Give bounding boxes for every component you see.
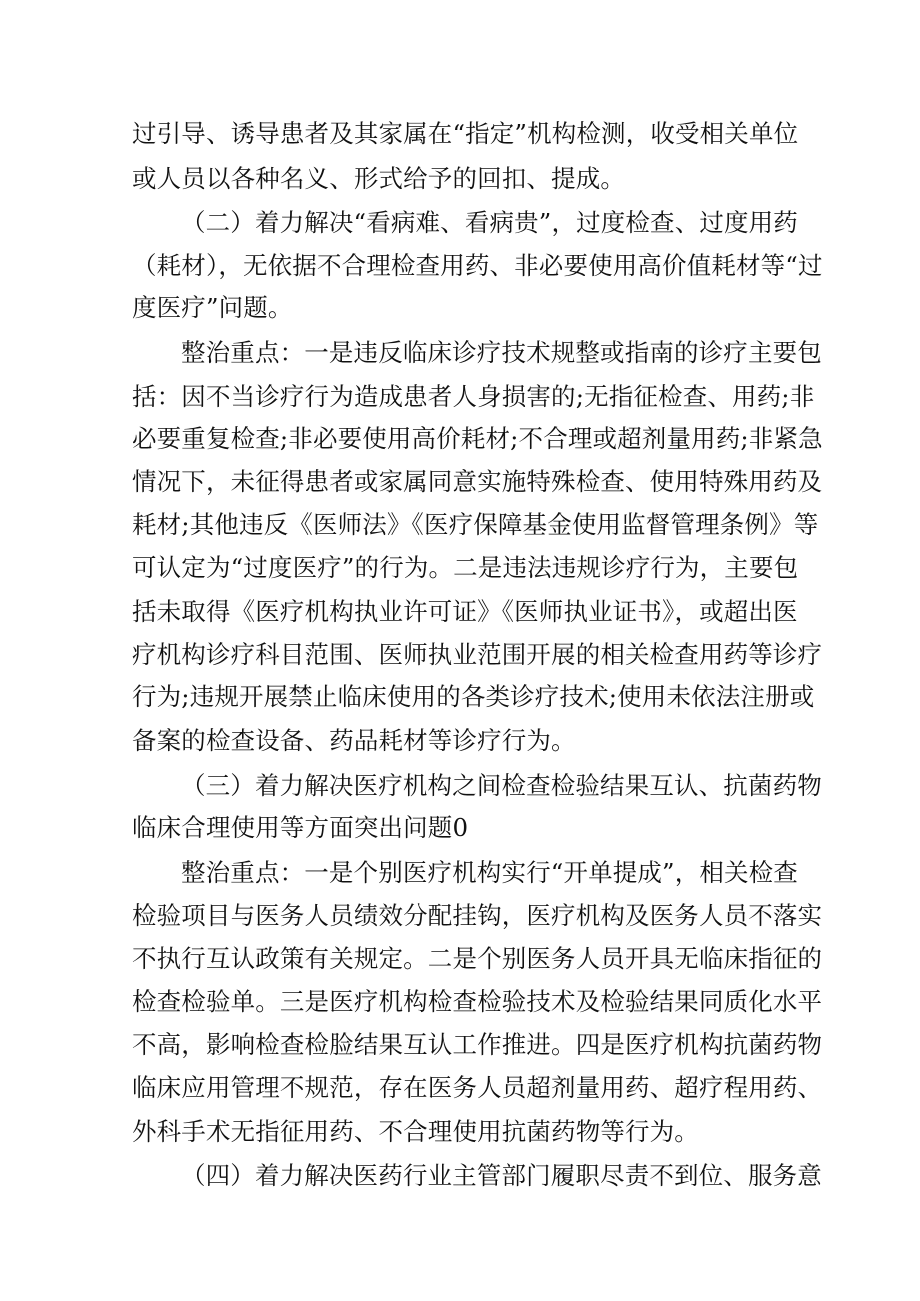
text-line: 可认定为“过度医疗”的行为。二是违法违规诊疗行为，主要包 [132, 553, 799, 582]
section-heading-3: （三）着力解决医疗机构之间检查检验结果互认、抗菌药物 [181, 771, 822, 800]
text-line: 备案的检查设备、药品耗材等诊疗行为。 [132, 726, 576, 755]
text-line: 度医疗”问题。 [132, 293, 293, 322]
text-line: 疗机构诊疗科目范围、医师执业范围开展的相关检查用药等诊疗 [132, 640, 823, 669]
text-line: 情况下，未征得患者或家属同意实施特殊检查、使用特殊用药及 [132, 467, 823, 496]
text-line: 括：因不当诊疗行为造成患者人身损害的;无指征检查、用药;非 [132, 382, 815, 411]
text-line: 不高，影响检查检脸结果互认工作推进。四是医疗机构抗菌药物 [132, 1030, 823, 1059]
paragraph-start: 整治重点：一是个别医疗机构实行“开单提成”，相关检查 [181, 858, 798, 887]
text-line: 不执行互认政策有关规定。二是个别医务人员开具无临床指征的 [132, 944, 823, 973]
text-line: （耗材），无依据不合理检查用药、非必要使用高价值耗材等“过 [132, 251, 823, 280]
text-line: 行为;违规开展禁止临床使用的各类诊疗技术;使用未依法注册或 [132, 682, 815, 711]
section-heading-4: （四）着力解决医药行业主管部门履职尽责不到位、服务意 [181, 1161, 822, 1190]
section-heading-2: （二）着力解决“看病难、看病贵”，过度检查、过度用药 [181, 208, 798, 237]
text-line: 括未取得《医疗机构执业许可证》《医师执业证书》，或超出医 [132, 597, 798, 626]
text-line: 外科手术无指征用药、不合理使用抗菌药物等行为。 [132, 1117, 699, 1146]
text-line: 必要重复检查;非必要使用高价耗材;不合理或超剂量用药;非紧急 [132, 424, 823, 453]
paragraph-start: 整治重点：一是违反临床诊疗技术规整或指南的诊疗主要包 [181, 338, 822, 367]
text-line: 过引导、诱导患者及其家属在“指定”机构检测，收受相关单位 [132, 119, 799, 148]
text-line: 检查检验单。三是医疗机构检查检验技术及检验结果同质化水平 [132, 987, 823, 1016]
text-line: 或人员以各种名义、形式给予的回扣、提成。 [132, 164, 625, 193]
text-line: 耗材;其他违反《医师法》《医疗保障基金使用监督管理条例》等 [132, 510, 819, 539]
text-line: 临床应用管理不规范，存在医务人员超剂量用药、超疗程用药、 [132, 1073, 823, 1102]
text-line: 检验项目与医务人员绩效分配挂钩，医疗机构及医务人员不落实 [132, 901, 823, 930]
text-line: 临床合理使用等方面突出问题0 [132, 813, 469, 842]
